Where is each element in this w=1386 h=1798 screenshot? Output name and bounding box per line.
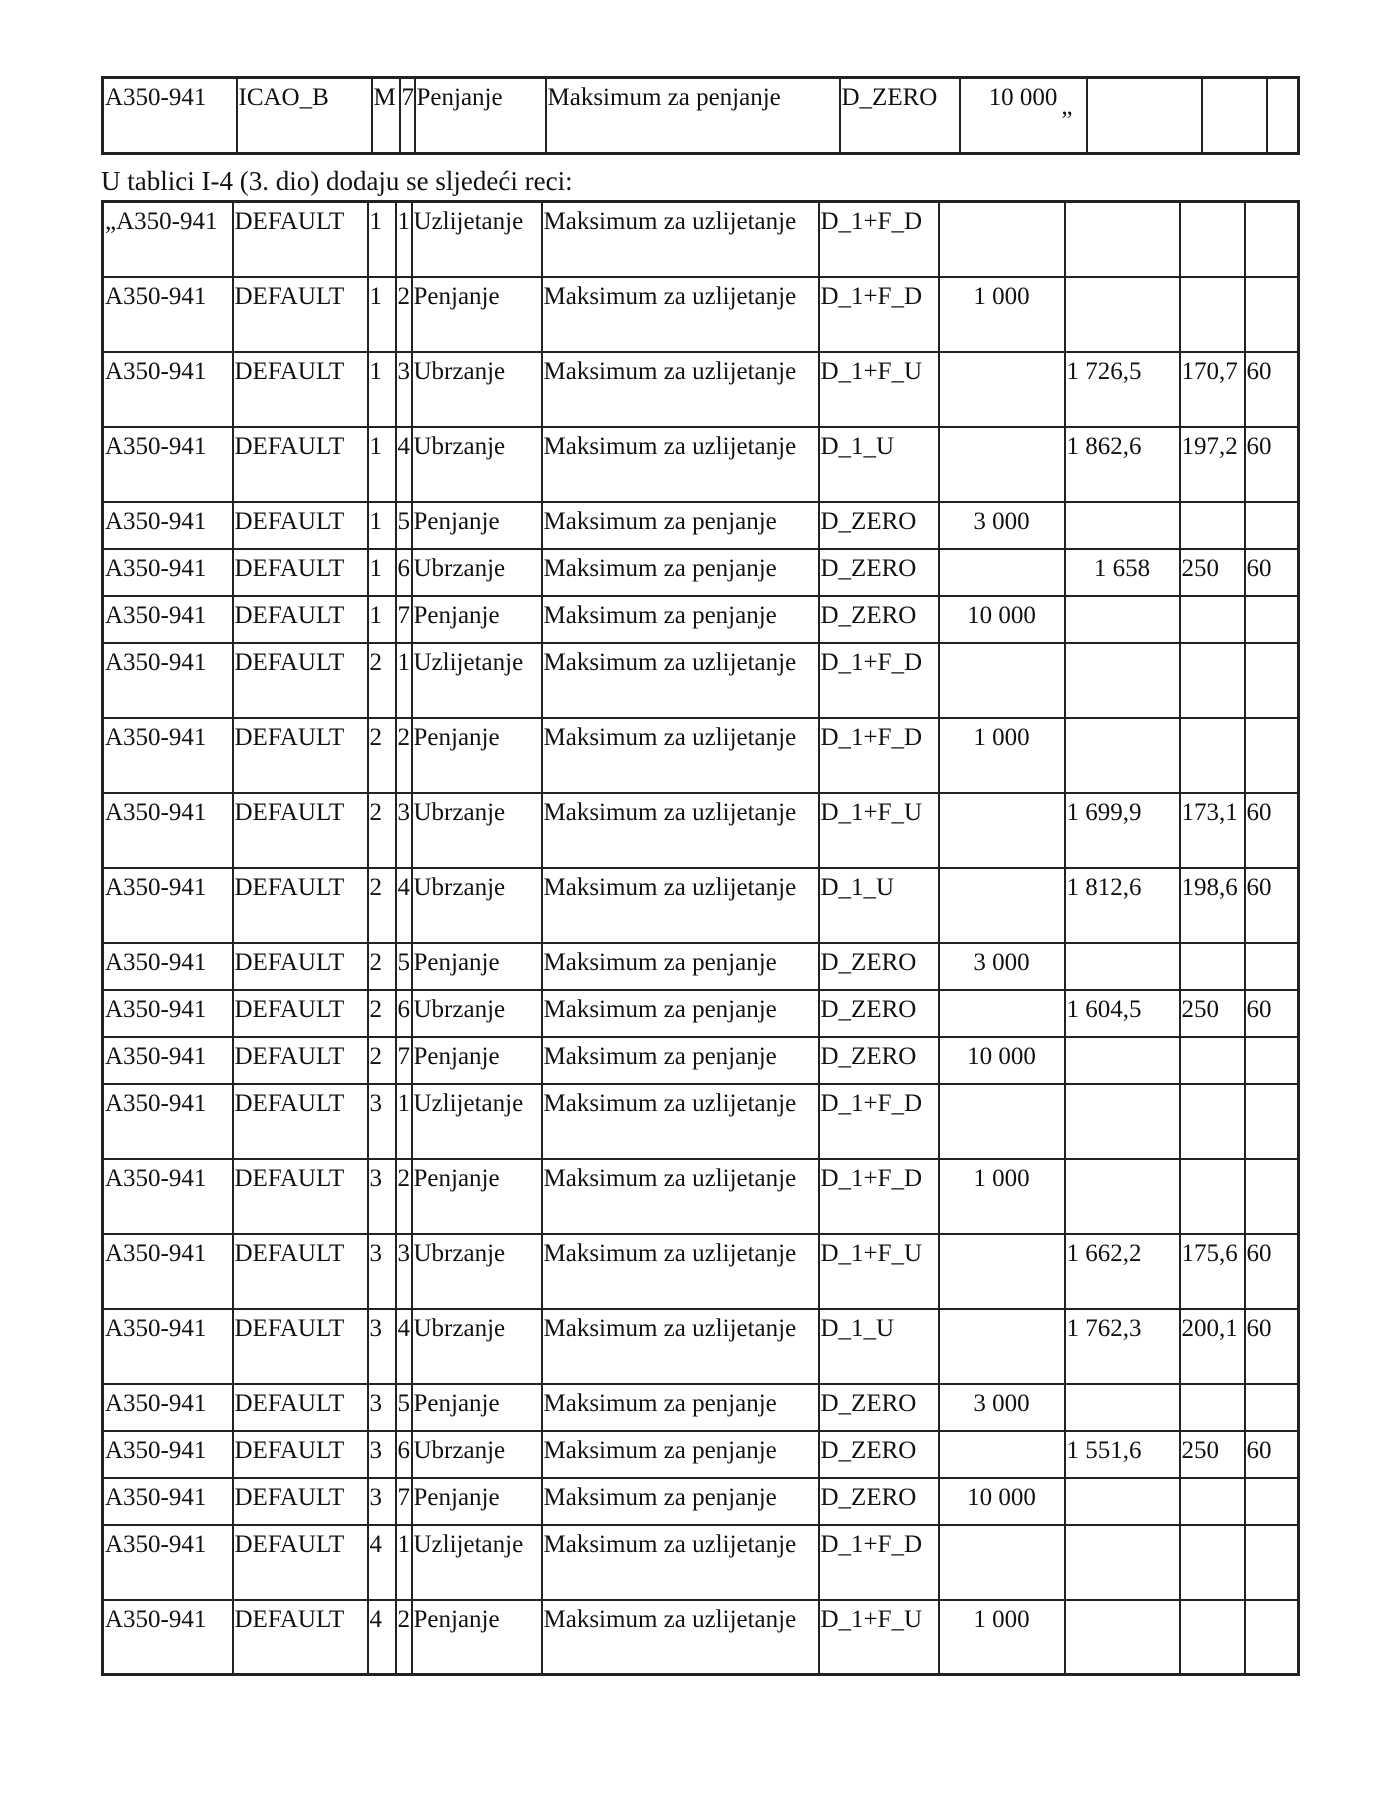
cell-flaps: D_ZERO <box>819 1037 939 1084</box>
cell-flaps: D_1+F_U <box>819 793 939 868</box>
cell-profile: DEFAULT <box>233 1309 368 1384</box>
cell-stage: 2 <box>368 868 396 943</box>
cell-rate <box>1245 718 1299 793</box>
cell-model: A350-941 <box>103 1478 233 1525</box>
cell-empty <box>1087 78 1202 154</box>
cell-speed: 197,2 <box>1180 427 1245 502</box>
cell-phase: Uzlijetanje <box>412 643 542 718</box>
cell-profile: DEFAULT <box>233 202 368 277</box>
altitude-value: 10 000 <box>988 84 1058 111</box>
cell-step: 7 <box>396 596 412 643</box>
cell-distance: 1 699,9 <box>1065 793 1180 868</box>
cell-thrust: Maksimum za uzlijetanje <box>542 1234 819 1309</box>
cell-model: A350-941 <box>103 943 233 990</box>
cell-model: A350-941 <box>103 1384 233 1431</box>
cell-rate: 60 <box>1245 1309 1299 1384</box>
cell-model: A350-941 <box>103 1600 233 1675</box>
cell-speed <box>1180 1478 1245 1525</box>
cell-altitude <box>939 1431 1065 1478</box>
cell-flaps: D_ZERO <box>819 502 939 549</box>
cell-altitude: 10 000 <box>939 1037 1065 1084</box>
cell-step: 2 <box>396 718 412 793</box>
cell-step: 4 <box>396 868 412 943</box>
cell-model: A350-941 <box>103 549 233 596</box>
cell-rate <box>1245 1159 1299 1234</box>
cell-altitude <box>939 1084 1065 1159</box>
cell-profile: DEFAULT <box>233 868 368 943</box>
cell-profile: DEFAULT <box>233 1431 368 1478</box>
table-row <box>103 352 1299 427</box>
cell-flaps: D_ZERO <box>840 78 960 154</box>
cell-stage: 2 <box>368 793 396 868</box>
cell-stage: 3 <box>368 1234 396 1309</box>
cell-step: 2 <box>396 277 412 352</box>
cell-speed <box>1180 502 1245 549</box>
cell-profile: DEFAULT <box>233 1525 368 1600</box>
cell-profile: DEFAULT <box>233 1084 368 1159</box>
cell-distance: 1 862,6 <box>1065 427 1180 502</box>
cell-profile: DEFAULT <box>233 1478 368 1525</box>
cell-model: A350-941 <box>103 643 233 718</box>
cell-step: 1 <box>396 1525 412 1600</box>
cell-speed: 250 <box>1180 1431 1245 1478</box>
cell-model: A350-941 <box>103 868 233 943</box>
cell-step: 6 <box>396 1431 412 1478</box>
cell-speed <box>1180 643 1245 718</box>
cell-speed <box>1180 943 1245 990</box>
cell-step: 1 <box>396 202 412 277</box>
cell-stage: 2 <box>368 1037 396 1084</box>
cell-phase: Penjanje <box>412 1478 542 1525</box>
cell-distance <box>1065 643 1180 718</box>
cell-distance <box>1065 1037 1180 1084</box>
cell-step: 7 <box>396 1478 412 1525</box>
table-row <box>103 1309 1299 1384</box>
table-row <box>103 502 1299 549</box>
cell-rate <box>1245 943 1299 990</box>
cell-phase: Penjanje <box>415 78 546 154</box>
cell-altitude <box>939 1234 1065 1309</box>
cell-rate <box>1245 1478 1299 1525</box>
cell-altitude: 10 000 <box>939 596 1065 643</box>
cell-flaps: D_1+F_U <box>819 352 939 427</box>
cell-phase: Ubrzanje <box>412 1234 542 1309</box>
cell-rate: 60 <box>1245 1431 1299 1478</box>
cell-distance <box>1065 277 1180 352</box>
table-row <box>103 596 1299 643</box>
cell-rate: 60 <box>1245 868 1299 943</box>
cell-rate <box>1245 1600 1299 1675</box>
cell-model: A350-941 <box>103 1309 233 1384</box>
cell-empty <box>1267 78 1299 154</box>
cell-model: A350-941 <box>103 277 233 352</box>
cell-stage: 3 <box>368 1084 396 1159</box>
cell-speed: 198,6 <box>1180 868 1245 943</box>
cell-rate <box>1245 202 1299 277</box>
cell-rate <box>1245 1525 1299 1600</box>
cell-altitude <box>939 1525 1065 1600</box>
cell-stage: 1 <box>368 277 396 352</box>
table-row <box>103 1525 1299 1600</box>
cell-thrust: Maksimum za penjanje <box>542 1384 819 1431</box>
cell-model: A350-941 <box>103 1037 233 1084</box>
cell-altitude: 10 000 <box>939 1478 1065 1525</box>
cell-phase: Penjanje <box>412 1384 542 1431</box>
cell-model: „A350-941 <box>103 202 233 277</box>
cell-phase: Penjanje <box>412 1600 542 1675</box>
cell-profile: DEFAULT <box>233 427 368 502</box>
cell-model: A350-941 <box>103 1084 233 1159</box>
cell-thrust: Maksimum za penjanje <box>542 1478 819 1525</box>
cell-phase: Ubrzanje <box>412 549 542 596</box>
cell-step: 5 <box>396 943 412 990</box>
cell-step: 7 <box>400 78 415 154</box>
cell-step: 5 <box>396 1384 412 1431</box>
table-row <box>103 990 1299 1037</box>
cell-model: A350-941 <box>103 502 233 549</box>
cell-profile: ICAO_B <box>237 78 372 154</box>
table-row <box>103 943 1299 990</box>
cell-altitude: 1 000 <box>939 1159 1065 1234</box>
cell-empty <box>1202 78 1267 154</box>
cell-speed <box>1180 1384 1245 1431</box>
cell-distance <box>1065 502 1180 549</box>
cell-model: A350-941 <box>103 427 233 502</box>
cell-phase: Ubrzanje <box>412 793 542 868</box>
cell-flaps: D_1+F_D <box>819 202 939 277</box>
cell-altitude <box>939 202 1065 277</box>
cell-thrust: Maksimum za uzlijetanje <box>542 277 819 352</box>
cell-rate: 60 <box>1245 352 1299 427</box>
cell-altitude: 1 000 <box>939 1600 1065 1675</box>
cell-profile: DEFAULT <box>233 1037 368 1084</box>
cell-altitude: 1 000 <box>939 277 1065 352</box>
cell-distance: 1 551,6 <box>1065 1431 1180 1478</box>
cell-speed <box>1180 1159 1245 1234</box>
cell-profile: DEFAULT <box>233 277 368 352</box>
cell-thrust: Maksimum za penjanje <box>542 549 819 596</box>
cell-stage: 1 <box>368 549 396 596</box>
cell-stage: 1 <box>368 596 396 643</box>
cell-altitude <box>939 352 1065 427</box>
cell-stage: 4 <box>368 1525 396 1600</box>
cell-speed <box>1180 277 1245 352</box>
cell-flaps: D_ZERO <box>819 1384 939 1431</box>
table-i4-part3-rows <box>101 200 1300 1676</box>
cell-altitude <box>960 78 1087 154</box>
cell-thrust: Maksimum za uzlijetanje <box>542 352 819 427</box>
cell-rate <box>1245 1037 1299 1084</box>
table-row <box>103 1478 1299 1525</box>
cell-flaps: D_1+F_U <box>819 1234 939 1309</box>
cell-rate <box>1245 643 1299 718</box>
cell-stage: 2 <box>368 990 396 1037</box>
cell-altitude <box>939 1309 1065 1384</box>
cell-profile: DEFAULT <box>233 718 368 793</box>
cell-profile: DEFAULT <box>233 502 368 549</box>
table-row <box>103 1600 1299 1675</box>
cell-phase: Uzlijetanje <box>412 1084 542 1159</box>
table-row <box>103 1431 1299 1478</box>
table-row <box>103 1234 1299 1309</box>
cell-rate: 60 <box>1245 793 1299 868</box>
cell-distance: 1 812,6 <box>1065 868 1180 943</box>
cell-stage: 3 <box>368 1431 396 1478</box>
cell-speed: 170,7 <box>1180 352 1245 427</box>
cell-flaps: D_1+F_D <box>819 1159 939 1234</box>
cell-phase: Penjanje <box>412 1037 542 1084</box>
table-row <box>103 718 1299 793</box>
cell-flaps: D_1_U <box>819 868 939 943</box>
cell-model: A350-941 <box>103 596 233 643</box>
cell-rate: 60 <box>1245 990 1299 1037</box>
cell-profile: DEFAULT <box>233 990 368 1037</box>
cell-stage: 3 <box>368 1478 396 1525</box>
cell-speed <box>1180 1600 1245 1675</box>
cell-rate <box>1245 502 1299 549</box>
cell-phase: Ubrzanje <box>412 1431 542 1478</box>
cell-phase: Penjanje <box>412 502 542 549</box>
cell-model: A350-941 <box>103 1431 233 1478</box>
cell-flaps: D_1+F_D <box>819 277 939 352</box>
cell-thrust: Maksimum za uzlijetanje <box>542 1525 819 1600</box>
cell-thrust: Maksimum za penjanje <box>542 502 819 549</box>
cell-stage: 2 <box>368 943 396 990</box>
table-row <box>103 1159 1299 1234</box>
cell-rate: 60 <box>1245 427 1299 502</box>
cell-speed: 173,1 <box>1180 793 1245 868</box>
cell-step: 1 <box>396 1084 412 1159</box>
cell-step: 3 <box>396 1234 412 1309</box>
cell-stage: 2 <box>368 643 396 718</box>
closing-quote: ” <box>1061 107 1073 134</box>
cell-speed <box>1180 1037 1245 1084</box>
cell-phase: Ubrzanje <box>412 868 542 943</box>
cell-step: 3 <box>396 352 412 427</box>
cell-rate <box>1245 596 1299 643</box>
cell-stage: 3 <box>368 1309 396 1384</box>
cell-altitude <box>939 793 1065 868</box>
cell-altitude: 3 000 <box>939 502 1065 549</box>
cell-stage: 1 <box>368 427 396 502</box>
cell-step: 3 <box>396 793 412 868</box>
cell-stage: 4 <box>368 1600 396 1675</box>
cell-profile: DEFAULT <box>233 1159 368 1234</box>
cell-flaps: D_ZERO <box>819 990 939 1037</box>
cell-profile: DEFAULT <box>233 1600 368 1675</box>
cell-step: 2 <box>396 1159 412 1234</box>
cell-thrust: Maksimum za uzlijetanje <box>542 1084 819 1159</box>
cell-model: A350-941 <box>103 1234 233 1309</box>
cell-model: A350-941 <box>103 990 233 1037</box>
cell-phase: Uzlijetanje <box>412 202 542 277</box>
cell-thrust: Maksimum za penjanje <box>546 78 840 154</box>
cell-phase: Penjanje <box>412 596 542 643</box>
cell-rate <box>1245 277 1299 352</box>
table-row <box>103 793 1299 868</box>
cell-rate: 60 <box>1245 549 1299 596</box>
cell-speed: 200,1 <box>1180 1309 1245 1384</box>
cell-speed: 250 <box>1180 990 1245 1037</box>
cell-thrust: Maksimum za uzlijetanje <box>542 427 819 502</box>
cell-flaps: D_ZERO <box>819 1431 939 1478</box>
cell-thrust: Maksimum za penjanje <box>542 1037 819 1084</box>
cell-flaps: D_ZERO <box>819 596 939 643</box>
cell-speed <box>1180 202 1245 277</box>
cell-distance: 1 762,3 <box>1065 1309 1180 1384</box>
cell-profile: DEFAULT <box>233 549 368 596</box>
cell-profile: DEFAULT <box>233 943 368 990</box>
cell-step: 5 <box>396 502 412 549</box>
cell-distance: 1 726,5 <box>1065 352 1180 427</box>
cell-thrust: Maksimum za uzlijetanje <box>542 1159 819 1234</box>
cell-profile: DEFAULT <box>233 1234 368 1309</box>
cell-step: 1 <box>396 643 412 718</box>
cell-rate: 60 <box>1245 1234 1299 1309</box>
cell-phase: Penjanje <box>412 943 542 990</box>
cell-stage: 1 <box>368 502 396 549</box>
cell-step: 4 <box>396 1309 412 1384</box>
cell-phase: Ubrzanje <box>412 427 542 502</box>
cell-speed: 250 <box>1180 549 1245 596</box>
table-row <box>103 1384 1299 1431</box>
cell-stage: 1 <box>368 202 396 277</box>
cell-thrust: Maksimum za uzlijetanje <box>542 643 819 718</box>
cell-stage: 2 <box>368 718 396 793</box>
cell-altitude <box>939 643 1065 718</box>
cell-distance <box>1065 1525 1180 1600</box>
cell-flaps: D_ZERO <box>819 1478 939 1525</box>
cell-stage: 3 <box>368 1384 396 1431</box>
previous-table-fragment <box>101 76 1300 155</box>
cell-model: A350-941 <box>103 352 233 427</box>
cell-thrust: Maksimum za penjanje <box>542 943 819 990</box>
cell-speed <box>1180 1084 1245 1159</box>
cell-distance <box>1065 943 1180 990</box>
cell-stage: 3 <box>368 1159 396 1234</box>
cell-rate <box>1245 1384 1299 1431</box>
cell-phase: Penjanje <box>412 1159 542 1234</box>
cell-model: A350-941 <box>103 78 237 154</box>
cell-rate <box>1245 1084 1299 1159</box>
cell-step: 2 <box>396 1600 412 1675</box>
cell-speed <box>1180 596 1245 643</box>
table-row <box>103 1084 1299 1159</box>
cell-flaps: D_1+F_D <box>819 643 939 718</box>
cell-thrust: Maksimum za uzlijetanje <box>542 202 819 277</box>
intro-text: U tablici I-4 (3. dio) dodaju se sljedeći reci: <box>101 166 573 196</box>
cell-profile: DEFAULT <box>233 596 368 643</box>
cell-flaps: D_1+F_D <box>819 1525 939 1600</box>
cell-phase: Penjanje <box>412 277 542 352</box>
cell-thrust: Maksimum za uzlijetanje <box>542 1600 819 1675</box>
cell-thrust: Maksimum za penjanje <box>542 990 819 1037</box>
cell-distance <box>1065 596 1180 643</box>
table-row <box>103 549 1299 596</box>
cell-altitude <box>939 549 1065 596</box>
cell-flaps: D_ZERO <box>819 943 939 990</box>
cell-profile: DEFAULT <box>233 793 368 868</box>
table-row <box>103 202 1299 277</box>
cell-distance <box>1065 1159 1180 1234</box>
cell-thrust: Maksimum za uzlijetanje <box>542 868 819 943</box>
cell-altitude: 3 000 <box>939 943 1065 990</box>
cell-altitude <box>939 427 1065 502</box>
cell-speed <box>1180 718 1245 793</box>
table-row <box>103 643 1299 718</box>
cell-thrust: Maksimum za uzlijetanje <box>542 793 819 868</box>
cell-distance: 1 662,2 <box>1065 1234 1180 1309</box>
table-row <box>103 427 1299 502</box>
cell-flaps: D_1+F_U <box>819 1600 939 1675</box>
table-row <box>103 78 1299 154</box>
cell-model: A350-941 <box>103 1159 233 1234</box>
cell-flaps: D_1_U <box>819 427 939 502</box>
cell-distance <box>1065 1600 1180 1675</box>
cell-flaps: D_1_U <box>819 1309 939 1384</box>
cell-distance: 1 658 <box>1065 549 1180 596</box>
cell-profile: DEFAULT <box>233 352 368 427</box>
cell-altitude <box>939 868 1065 943</box>
cell-model: A350-941 <box>103 1525 233 1600</box>
cell-model: A350-941 <box>103 793 233 868</box>
table-row <box>103 868 1299 943</box>
cell-distance <box>1065 718 1180 793</box>
cell-phase: Ubrzanje <box>412 1309 542 1384</box>
cell-model: A350-941 <box>103 718 233 793</box>
cell-flaps: D_1+F_D <box>819 718 939 793</box>
cell-phase: Ubrzanje <box>412 352 542 427</box>
cell-distance <box>1065 1084 1180 1159</box>
cell-thrust: Maksimum za uzlijetanje <box>542 1309 819 1384</box>
cell-thrust: Maksimum za penjanje <box>542 1431 819 1478</box>
cell-step: 6 <box>396 990 412 1037</box>
cell-altitude: 3 000 <box>939 1384 1065 1431</box>
cell-phase: Penjanje <box>412 718 542 793</box>
cell-thrust: Maksimum za penjanje <box>542 596 819 643</box>
cell-thrust: Maksimum za uzlijetanje <box>542 718 819 793</box>
cell-phase: Uzlijetanje <box>412 1525 542 1600</box>
cell-step: 4 <box>396 427 412 502</box>
table-row <box>103 277 1299 352</box>
cell-altitude <box>939 990 1065 1037</box>
cell-profile: DEFAULT <box>233 643 368 718</box>
cell-step: 7 <box>396 1037 412 1084</box>
cell-flaps: D_1+F_D <box>819 1084 939 1159</box>
cell-speed: 175,6 <box>1180 1234 1245 1309</box>
cell-profile: DEFAULT <box>233 1384 368 1431</box>
cell-flaps: D_ZERO <box>819 549 939 596</box>
cell-distance <box>1065 202 1180 277</box>
cell-altitude: 1 000 <box>939 718 1065 793</box>
table-row <box>103 1037 1299 1084</box>
cell-distance: 1 604,5 <box>1065 990 1180 1037</box>
cell-stage: 1 <box>368 352 396 427</box>
cell-distance <box>1065 1384 1180 1431</box>
cell-speed <box>1180 1525 1245 1600</box>
cell-distance <box>1065 1478 1180 1525</box>
cell-step: 6 <box>396 549 412 596</box>
cell-phase: Ubrzanje <box>412 990 542 1037</box>
cell-stage: M <box>372 78 400 154</box>
